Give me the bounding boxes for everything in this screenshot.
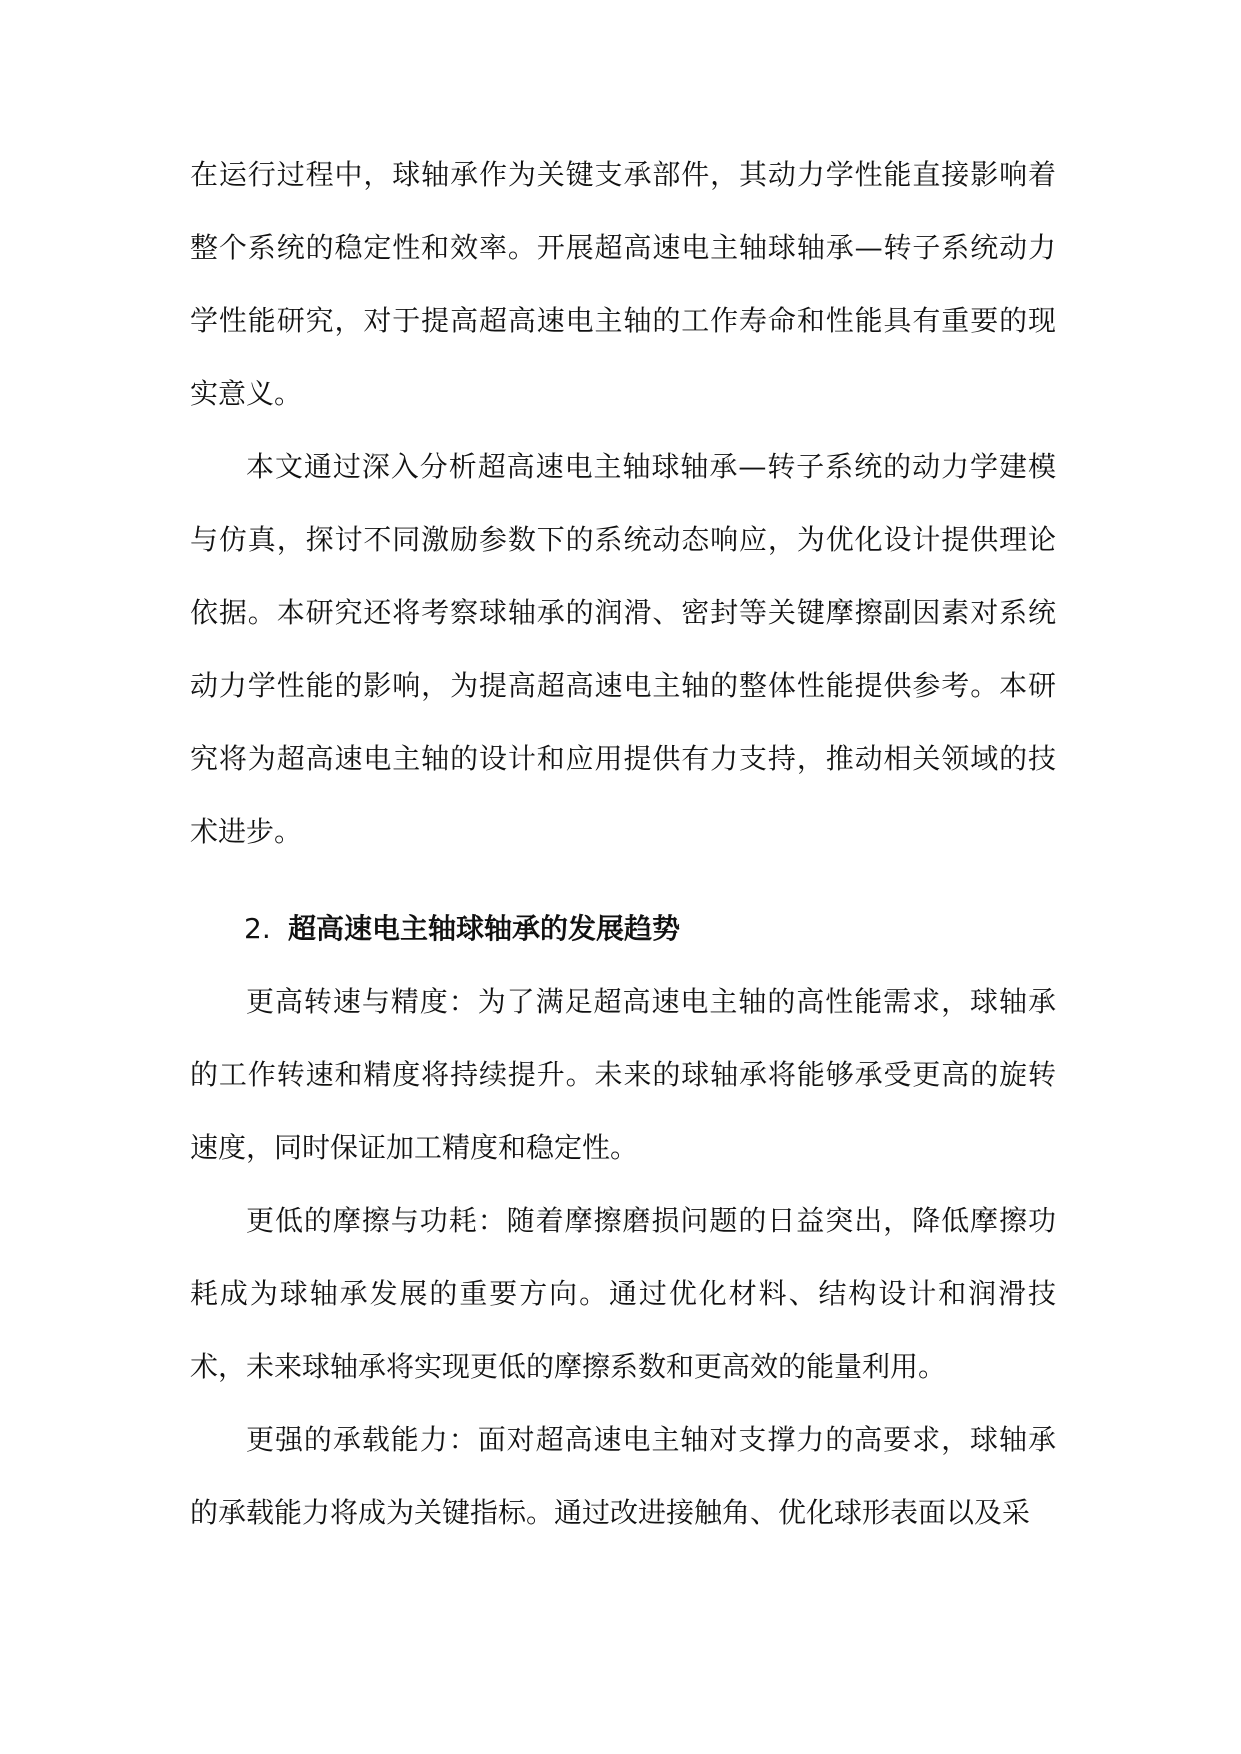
paragraph-friction-power: 更低的摩擦与功耗：随着摩擦磨损问题的日益突出，降低摩擦功耗成为球轴承发展的重要方向。通过优化材料、结构设计和润滑技术，未来球轴承将实现更低的摩擦系数和更高效的能量利用。 <box>190 1204 1056 1383</box>
paragraph-load-capacity: 更强的承载能力：面对超高速电主轴对支撑力的高要求，球轴承的承载能力将成为关键指标。通过改进接触角、优化球形表面以及采 <box>190 1423 1056 1529</box>
paragraph-bearing-importance: 在运行过程中，球轴承作为关键支承部件，其动力学性能直接影响着整个系统的稳定性和效率。开展超高速电主轴球轴承—转子系统动力学性能研究，对于提高超高速电主轴的工作寿命和性能具有重要的现实意义。 <box>190 158 1056 410</box>
document-body <box>190 138 1056 1549</box>
section-heading <box>190 868 1056 965</box>
paragraph-research-overview: 本文通过深入分析超高速电主轴球轴承—转子系统的动力学建模与仿真，探讨不同激励参数下的系统动态响应，为优化设计提供理论依据。本研究还将考察球轴承的润滑、密封等关键摩擦副因素对系统动力学性能的影响，为提高超高速电主轴的整体性能提供参考。本研究将为超高速电主轴的设计和应用提供有力支持，推动相关领域的技术进步。 <box>190 450 1056 848</box>
section-number: 2. <box>244 912 271 945</box>
section-title: 超高速电主轴球轴承的发展趋势 <box>288 912 681 945</box>
paragraph-speed-precision: 更高转速与精度：为了满足超高速电主轴的高性能需求，球轴承的工作转速和精度将持续提升。未来的球轴承将能够承受更高的旋转速度，同时保证加工精度和稳定性。 <box>190 985 1056 1164</box>
